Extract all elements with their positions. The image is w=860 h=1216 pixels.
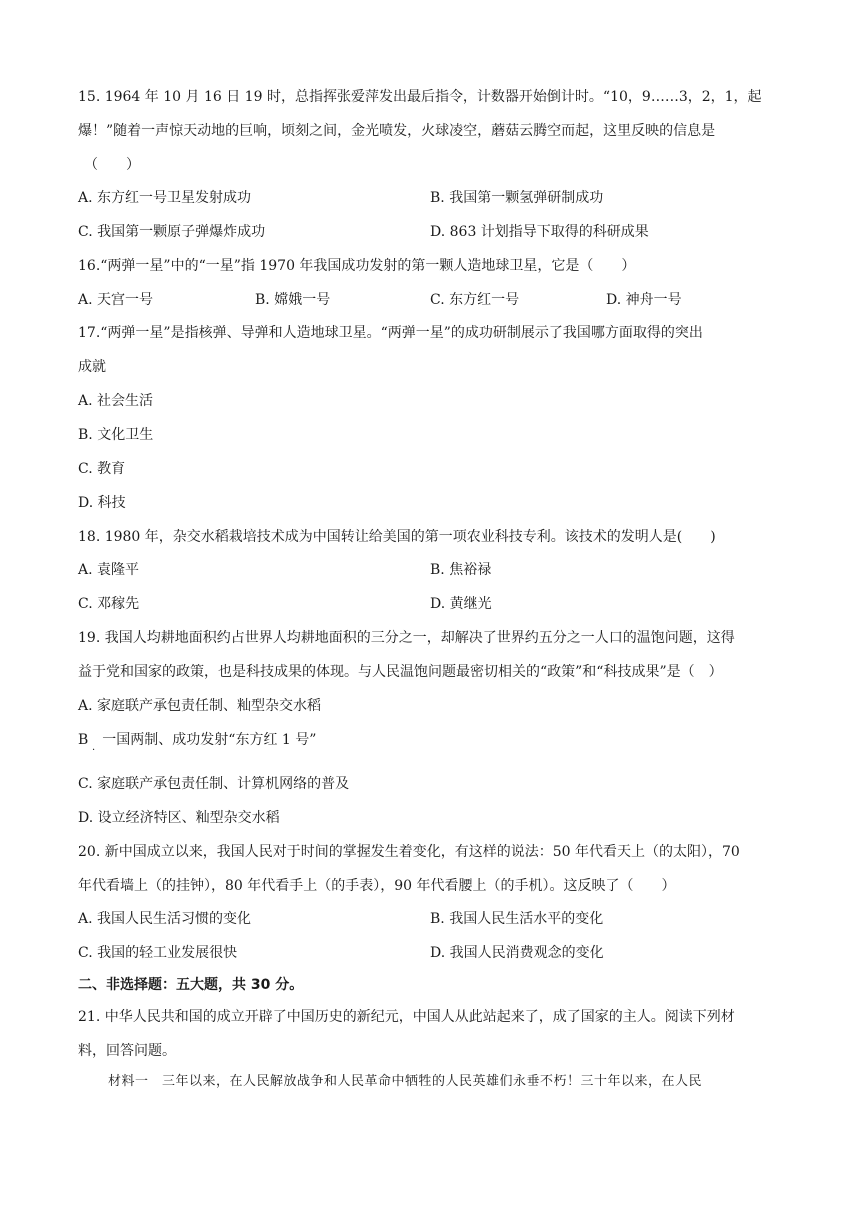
question-15-option-d: D. 863 计划指导下取得的科研成果 <box>430 224 649 240</box>
question-16-option-d: D. 神舟一号 <box>606 292 682 308</box>
question-18-text: 18. 1980 年，杂交水稻栽培技术成为中国转让给美国的第一项农业科技专利。该技术的发明人是( ) <box>78 529 716 545</box>
question-15-option-a: A. 东方红一号卫星发射成功 <box>78 190 252 206</box>
question-19-option-a: A. 家庭联产承包责任制、籼型杂交水稻 <box>78 698 322 714</box>
question-16-option-a: A. 天宫一号 <box>78 292 154 308</box>
question-18-option-d: D. 黄继光 <box>430 596 492 612</box>
question-20-option-a: A. 我国人民生活习惯的变化 <box>78 911 252 927</box>
question-19-text: 19. 我国人均耕地面积约占世界人均耕地面积的三分之一，却解决了世界约五分之一人口的温饱问题，这得 <box>78 630 735 646</box>
question-17-text: 成就 <box>78 359 106 375</box>
question-20-text: 20. 新中国成立以来，我国人民对于时间的掌握发生着变化，有这样的说法：50 年代看天上（的太阳），70 <box>78 844 740 860</box>
question-20-option-d: D. 我国人民消费观念的变化 <box>430 945 604 961</box>
question-17-option-d: D. 科技 <box>78 495 126 511</box>
question-17-option-a: A. 社会生活 <box>78 393 154 409</box>
question-21-text: 21. 中华人民共和国的成立开辟了中国历史的新纪元，中国人从此站起来了，成了国家的主人。阅读下列材 <box>78 1009 735 1025</box>
question-15-option-c: C. 我国第一颗原子弹爆炸成功 <box>78 224 266 240</box>
question-15-answer-blank: （ ） <box>84 157 140 173</box>
question-20-option-c: C. 我国的轻工业发展很快 <box>78 945 238 961</box>
question-18-option-c: C. 邓稼先 <box>78 596 140 612</box>
question-19-text: 益于党和国家的政策，也是科技成果的体现。与人民温饱问题最密切相关的“政策”和“科技成果”是（ ） <box>78 664 723 680</box>
question-17-text: 17.“两弹一星”是指核弹、导弹和人造地球卫星。“两弹一星”的成功研制展示了我国哪方面取得的突出 <box>78 325 703 341</box>
material-one-text: 材料一 三年以来，在人民解放战争和人民革命中牺牲的人民英雄们永垂不朽！三十年以来，在人民 <box>108 1074 703 1089</box>
question-21-text: 料，回答问题。 <box>78 1043 176 1059</box>
question-20-text: 年代看墙上（的挂钟），80 年代看手上（的手表），90 年代看腰上（的手机）。这反映了（ ） <box>78 878 676 894</box>
question-19-option-d: D. 设立经济特区、籼型杂交水稻 <box>78 810 280 826</box>
question-17-option-b: B. 文化卫生 <box>78 427 154 443</box>
question-19-option-c: C. 家庭联产承包责任制、计算机网络的普及 <box>78 776 350 792</box>
section-title: 二、非选择题：五大题，共 30 分。 <box>78 977 304 993</box>
question-15-option-b: B. 我国第一颗氢弹研制成功 <box>430 190 604 206</box>
question-16-text: 16.“两弹一星”中的“一星”指 1970 年我国成功发射的第一颗人造地球卫星，它是（ ） <box>78 258 636 274</box>
option-b-dot-mark: · <box>92 745 96 756</box>
question-15-text: 15. 1964 年 10 月 16 日 19 时，总指挥张爱萍发出最后指令，计数器开始倒计时。“10，9……3，2，1，起 <box>78 89 762 105</box>
question-16-option-b: B. 嫦娥一号 <box>255 292 331 308</box>
question-18-option-b: B. 焦裕禄 <box>430 562 492 578</box>
question-15-text: 爆！”随着一声惊天动地的巨响，顷刻之间，金光喷发，火球凌空，蘑菇云腾空而起，这里反映的信息是 <box>78 123 716 139</box>
question-19-option-b: B 一国两制、成功发射“东方红 1 号” <box>78 732 317 748</box>
question-18-option-a: A. 袁隆平 <box>78 562 140 578</box>
question-16-option-c: C. 东方红一号 <box>430 292 520 308</box>
question-17-option-c: C. 教育 <box>78 461 126 477</box>
question-20-option-b: B. 我国人民生活水平的变化 <box>430 911 604 927</box>
